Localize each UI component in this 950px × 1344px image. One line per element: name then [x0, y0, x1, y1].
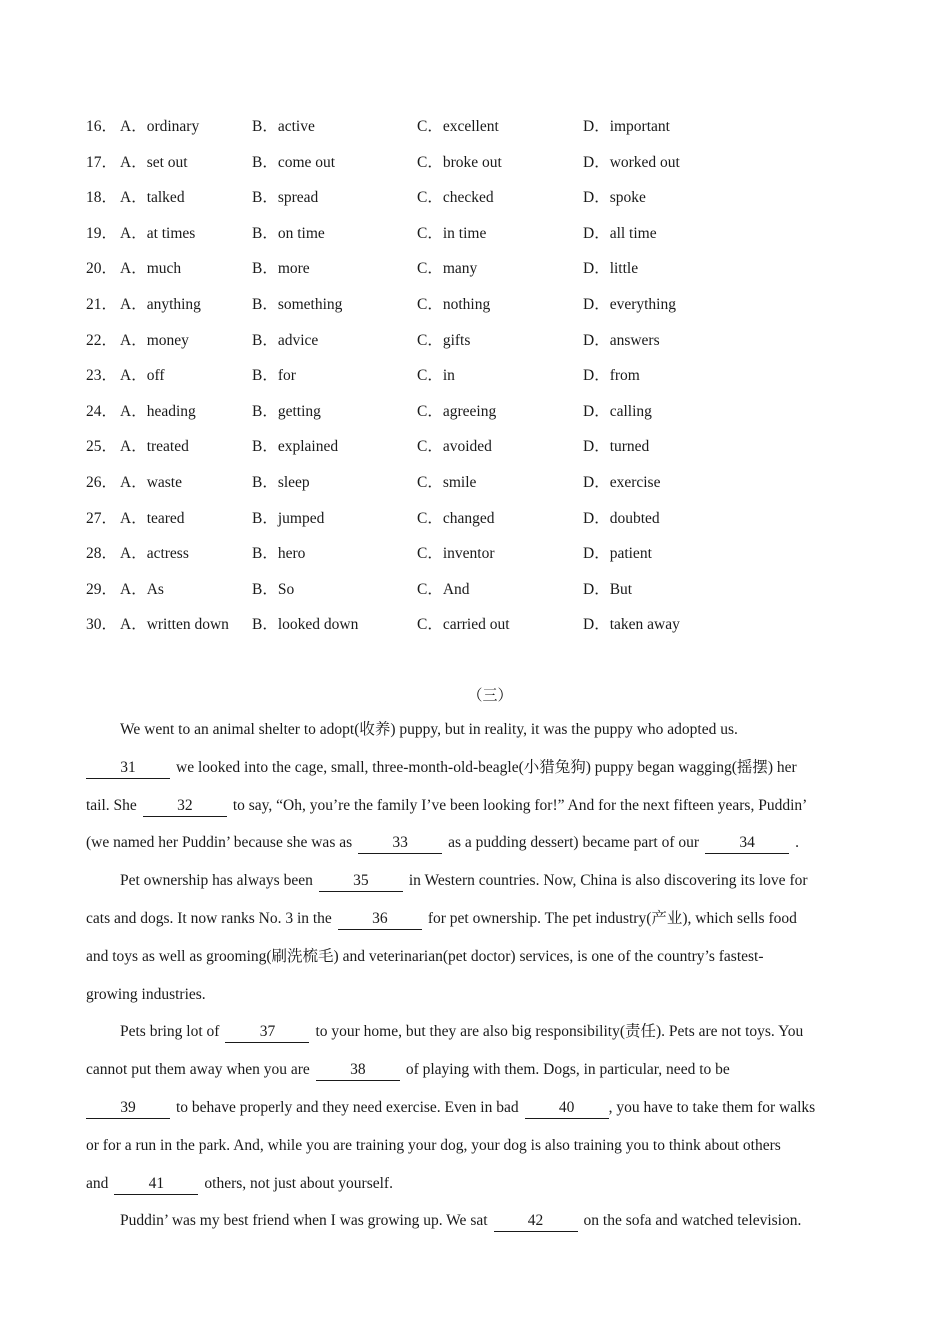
option-row — [86, 186, 886, 222]
option-row — [86, 471, 886, 507]
question-number: 29． — [86, 580, 118, 598]
blank-31[interactable]: 31 — [86, 758, 170, 779]
option-c: C．changed — [417, 509, 495, 527]
question-number: 21． — [86, 295, 118, 313]
option-d: D．calling — [583, 402, 652, 420]
option-d: D．answers — [583, 331, 660, 349]
option-d: D．everything — [583, 295, 676, 313]
option-d: D．doubted — [583, 509, 660, 527]
option-c: C．checked — [417, 189, 494, 207]
option-row — [86, 400, 886, 436]
passage-text: we looked into the cage, small, three-month-old-beagle(小猎兔狗) puppy began wagging(摇摆) her — [176, 758, 797, 776]
passage-text: as a pudding dessert) became part of our — [448, 834, 700, 852]
option-d: D．But — [583, 580, 633, 598]
passage-line — [86, 982, 866, 1020]
blank-34[interactable]: 34 — [705, 833, 789, 854]
option-a: A．at times — [120, 224, 196, 242]
option-d: D．spoke — [583, 189, 646, 207]
question-number: 22． — [86, 331, 118, 349]
option-d: D．important — [583, 118, 670, 135]
option-b: B．spread — [252, 189, 319, 207]
passage-line — [86, 793, 866, 831]
blank-37[interactable]: 37 — [225, 1022, 309, 1043]
option-a: A．treated — [120, 438, 189, 456]
option-d: D．from — [583, 367, 640, 385]
passage-line — [86, 1208, 866, 1246]
blank-32[interactable]: 32 — [143, 796, 227, 817]
option-a: A．ordinary — [120, 118, 200, 135]
passage-line — [86, 830, 866, 868]
passage-text: to say, “Oh, you’re the family I’ve been looking for!” And for the next fifteen years, Puddin’ — [232, 796, 808, 814]
option-a: A．teared — [120, 509, 185, 527]
option-c: C．carried out — [417, 616, 510, 634]
option-c: C．broke out — [417, 153, 502, 171]
option-b: B．on time — [252, 224, 325, 242]
option-row — [86, 222, 886, 258]
options-list — [86, 115, 886, 649]
passage-text: on the sofa and watched television. — [583, 1212, 802, 1230]
option-b: B．jumped — [252, 509, 325, 527]
option-a: A．As — [120, 580, 164, 598]
option-row — [86, 435, 886, 471]
section-heading: （三） — [467, 688, 513, 704]
passage-text: Puddin’ was my best friend when I was growing up. We sat — [120, 1212, 488, 1230]
option-b: B．active — [252, 118, 315, 135]
question-number: 20． — [86, 260, 118, 278]
question-number: 25． — [86, 438, 118, 456]
passage-line — [86, 1057, 866, 1095]
question-number: 28． — [86, 545, 118, 563]
option-c: C．agreeing — [417, 402, 497, 420]
passage-text: Pets bring lot of — [120, 1023, 220, 1041]
passage-text: tail. She — [86, 796, 137, 814]
passage-line — [86, 944, 866, 982]
option-d: D．taken away — [583, 616, 680, 634]
option-row — [86, 507, 886, 543]
option-d: D．little — [583, 260, 639, 278]
option-a: A．waste — [120, 473, 182, 491]
cloze-passage — [86, 717, 866, 1246]
blank-41[interactable]: 41 — [114, 1174, 198, 1195]
option-a: A．much — [120, 260, 182, 278]
option-c: C．And — [417, 580, 470, 598]
option-b: B．So — [252, 580, 295, 598]
passage-line — [86, 717, 866, 755]
question-number: 17． — [86, 153, 118, 171]
option-row — [86, 115, 886, 151]
option-b: B．getting — [252, 402, 321, 420]
option-c: C．excellent — [417, 118, 499, 135]
option-row — [86, 542, 886, 578]
question-number: 19． — [86, 224, 118, 242]
option-a: A．heading — [120, 402, 196, 420]
option-a: A．off — [120, 367, 165, 385]
option-b: B．more — [252, 260, 310, 278]
passage-text: , you have to take them for walks — [608, 1098, 816, 1116]
option-d: D．worked out — [583, 153, 680, 171]
option-row — [86, 613, 886, 649]
question-number: 23． — [86, 367, 118, 385]
question-number: 16． — [86, 118, 118, 135]
passage-line — [86, 1095, 866, 1133]
question-number: 26． — [86, 473, 118, 491]
passage-text: . — [795, 834, 799, 852]
option-c: C．nothing — [417, 295, 491, 313]
passage-text: in Western countries. Now, China is also discovering its love for — [408, 872, 808, 890]
option-c: C．in time — [417, 224, 487, 242]
passage-line — [86, 868, 866, 906]
option-b: B．for — [252, 367, 296, 385]
option-row — [86, 257, 886, 293]
option-a: A．written down — [120, 616, 229, 634]
question-number: 24． — [86, 402, 118, 420]
option-a: A．money — [120, 331, 189, 349]
passage-text: cats and dogs. It now ranks No. 3 in the — [86, 909, 332, 927]
blank-42[interactable]: 42 — [494, 1211, 578, 1232]
option-b: B．hero — [252, 545, 306, 563]
option-a: A．set out — [120, 153, 188, 171]
option-c: C．inventor — [417, 545, 495, 563]
option-b: B．something — [252, 295, 343, 313]
option-a: A．anything — [120, 295, 201, 313]
option-b: B．looked down — [252, 616, 359, 634]
passage-text: Pet ownership has always been — [120, 872, 313, 890]
option-d: D．turned — [583, 438, 650, 456]
option-row — [86, 151, 886, 187]
passage-text: to behave properly and they need exercise. Even in bad — [176, 1098, 519, 1116]
option-a: A．talked — [120, 189, 185, 207]
passage-text: others, not just about yourself. — [204, 1174, 393, 1192]
option-b: B．explained — [252, 438, 339, 456]
passage-text: or for a run in the park. And, while you are training your dog, your dog is also training you to think about others — [86, 1136, 781, 1154]
passage-text: and — [86, 1174, 109, 1192]
blank-40[interactable]: 40 — [525, 1098, 609, 1119]
option-c: C．avoided — [417, 438, 492, 456]
passage-line — [86, 1171, 866, 1209]
passage-text: of playing with them. Dogs, in particular, need to be — [405, 1061, 730, 1079]
blank-36[interactable]: 36 — [338, 909, 422, 930]
option-c: C．in — [417, 367, 455, 385]
option-a: A．actress — [120, 545, 189, 563]
passage-text: We went to an animal shelter to adopt(收养) puppy, but in reality, it was the puppy who adopted us. — [120, 721, 738, 738]
option-b: B．advice — [252, 331, 319, 349]
passage-text: cannot put them away when you are — [86, 1061, 310, 1079]
option-d: D．exercise — [583, 473, 661, 491]
passage-text: to your home, but they are also big responsibility(责任). Pets are not toys. You — [315, 1023, 804, 1041]
blank-39[interactable]: 39 — [86, 1098, 170, 1119]
option-d: D．patient — [583, 545, 652, 563]
blank-38[interactable]: 38 — [316, 1060, 400, 1081]
option-row — [86, 578, 886, 614]
option-b: B．sleep — [252, 473, 310, 491]
option-d: D．all time — [583, 224, 657, 242]
question-number: 18． — [86, 189, 118, 207]
question-number: 30． — [86, 616, 118, 634]
option-row — [86, 364, 886, 400]
blank-33[interactable]: 33 — [358, 833, 442, 854]
option-b: B．come out — [252, 153, 336, 171]
passage-text: growing industries. — [86, 985, 206, 1003]
passage-line — [86, 906, 866, 944]
question-number: 27． — [86, 509, 118, 527]
passage-line — [86, 755, 866, 793]
passage-text: and toys as well as grooming(刷洗梳毛) and veterinarian(pet doctor) services, is one of the country’s fastest- — [86, 947, 764, 965]
blank-35[interactable]: 35 — [319, 871, 403, 892]
option-c: C．many — [417, 260, 478, 278]
passage-text: for pet ownership. The pet industry(产业), which sells food — [427, 909, 797, 927]
passage-text: (we named her Puddin’ because she was as — [86, 834, 353, 852]
option-row — [86, 293, 886, 329]
option-c: C．gifts — [417, 331, 471, 349]
option-c: C．smile — [417, 473, 477, 491]
option-row — [86, 329, 886, 365]
passage-line — [86, 1019, 866, 1057]
passage-line — [86, 1133, 866, 1171]
